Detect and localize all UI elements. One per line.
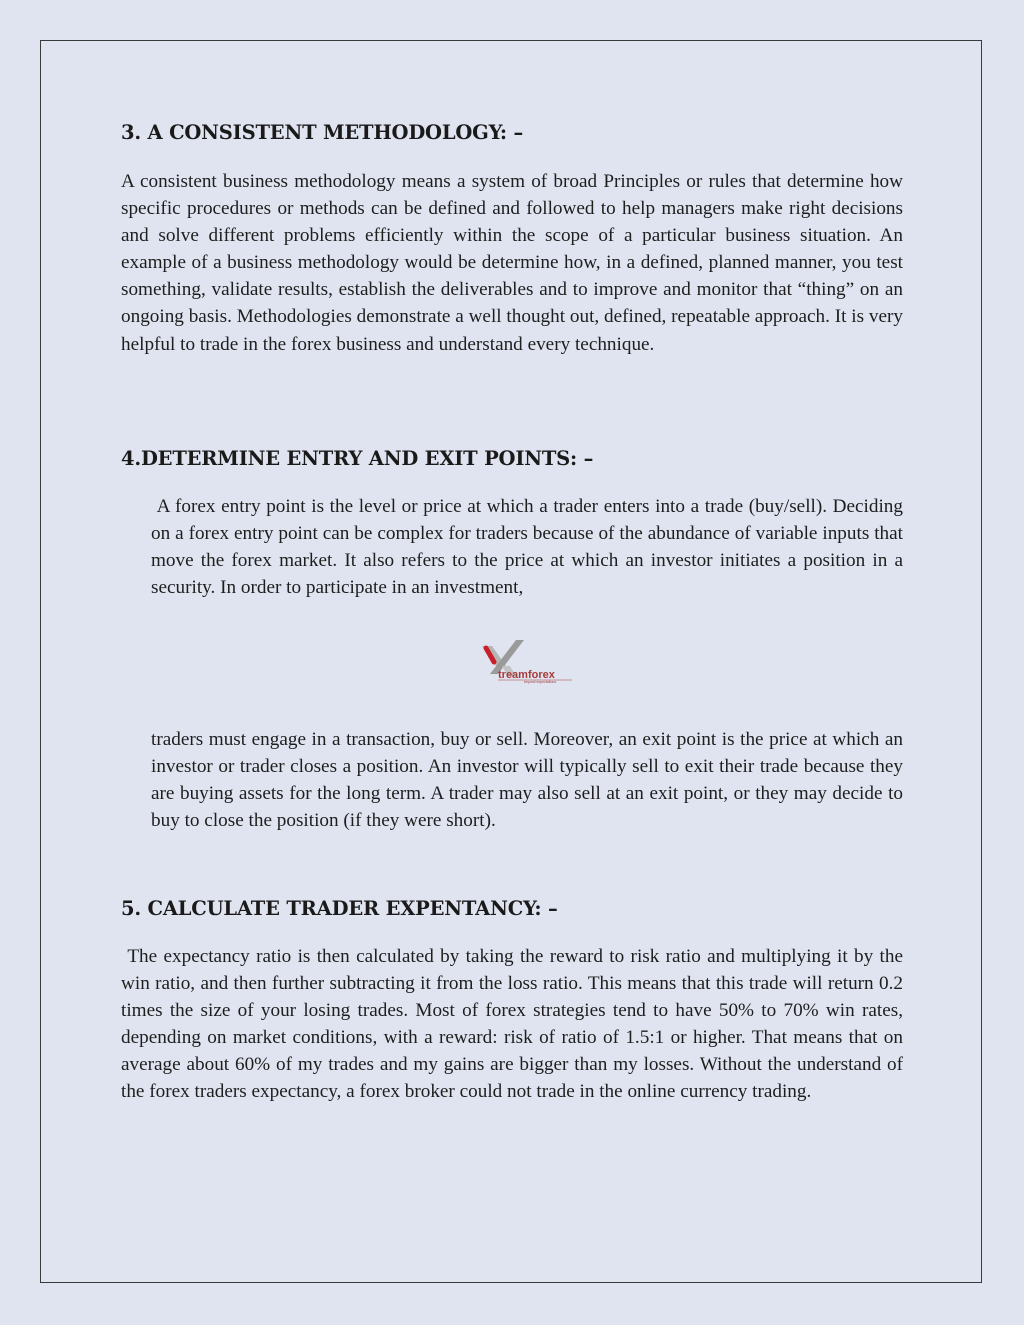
logo-tagline: beyond expectations [524, 680, 557, 684]
section-5-body: The expectancy ratio is then calculated by taking the reward to risk ratio and multiplying it by the win ratio, and then further subtracting it from the loss ratio. This means that this trade will return 0.2 times the size of your losing trades. Most of forex strategies tend to have 50% to 70% win rates, depending on market conditions, with a reward: risk of ratio of 1.5:1 or higher. That means that on average about 60% of my trades and my gains are bigger than my losses. Without the understand of the forex traders expectancy, a forex broker could not trade in the online currency trading. [121, 946, 908, 1103]
section-4-body-part2: traders must engage in a transaction, buy or sell. Moreover, an exit point is the price at which an investor or trader closes a position. An investor will typically sell to exit their trade because they are buying assets for the long term. A trader may also sell at an exit point, or they may decide to buy to close the position (if they were short). [151, 729, 903, 832]
section-5-heading: 5. CALCULATE TRADER EXPENTANCY: – [121, 897, 558, 920]
xtreamforex-logo [476, 636, 576, 684]
logo-text: treamforex [498, 669, 555, 681]
section-4-body-part1: A forex entry point is the level or price at which a trader enters into a trade (buy/sell). Deciding on a forex entry point can be complex for traders because of the abundance of variable inputs that move the forex market. It also refers to the price at which an investor initiates a position in a security. In order to participate in an investment, [151, 496, 908, 599]
section-3-heading: 3. A CONSISTENT METHODOLOGY: – [121, 121, 524, 144]
section-3-body: A consistent business methodology means a system of broad Principles or rules that determine how specific procedures or methods can be defined and followed to help managers make right decisions and solve different problems efficiently within the scope of a particular business situation. An example of a business methodology would be determine how, in a defined, planned manner, you test something, validate results, establish the deliverables and to improve and monitor that “thing” on an ongoing basis. Methodologies demonstrate a well thought out, defined, repeatable approach. It is very helpful to trade in the forex business and understand every technique. [121, 171, 903, 355]
section-4-heading: 4.DETERMINE ENTRY AND EXIT POINTS: – [121, 447, 594, 470]
